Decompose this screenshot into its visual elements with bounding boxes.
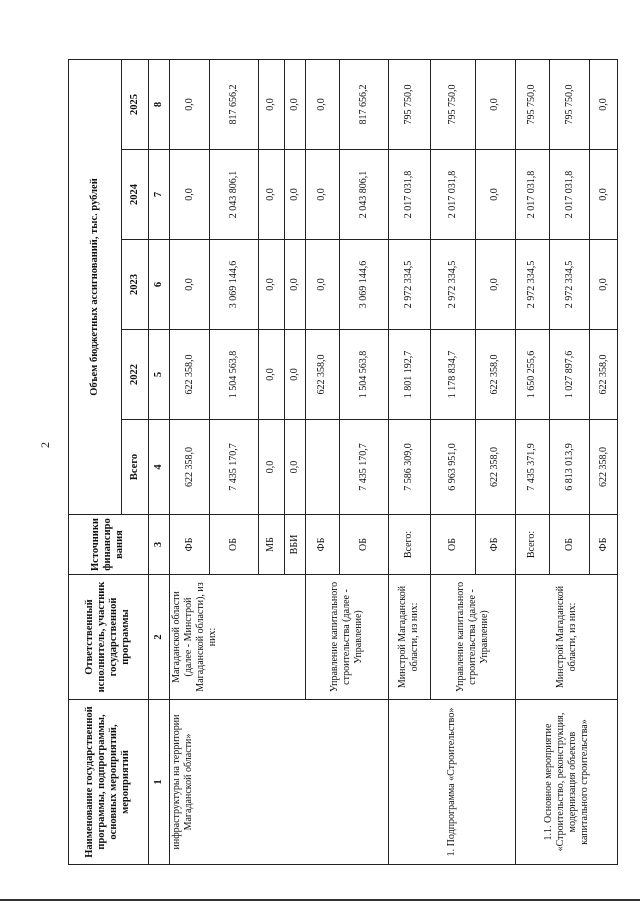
- header-year-2025: 2025: [122, 59, 149, 149]
- value-2024: 0,0: [169, 150, 209, 240]
- column-number-2: 2: [148, 575, 169, 700]
- value-2024: 0,0: [284, 150, 305, 240]
- executor-upravlenie: Управление капитального строительства (далее - Управление): [305, 575, 388, 700]
- program-name-infrastructure: инфраструктуры на территории Магаданской области»: [169, 700, 388, 865]
- value-2023: 0,0: [305, 240, 339, 330]
- header-budget-volume: Объем бюджетных ассигнований, тыс. рублей: [69, 59, 122, 514]
- value-2022: 1 650 255,6: [516, 330, 550, 420]
- value-2022: 1 027 897,6: [549, 330, 589, 420]
- value-2023: 0,0: [284, 240, 305, 330]
- value-2024: 2 017 031,8: [549, 150, 589, 240]
- value-2022: 1 801 192,7: [388, 330, 430, 420]
- value-2025: 0,0: [169, 59, 209, 149]
- value-2024: 0,0: [590, 150, 618, 240]
- value-2023: 3 069 144,6: [210, 240, 259, 330]
- value-2024: 2 043 806,1: [339, 150, 388, 240]
- value-2025: 817 656,2: [339, 59, 388, 149]
- value-2025: 795 750,0: [516, 59, 550, 149]
- value-2023: 2 972 334,5: [549, 240, 589, 330]
- value-2022: 1 504 563,8: [210, 330, 259, 420]
- funding-source: ОБ: [431, 515, 476, 575]
- value-2023: 2 972 334,5: [431, 240, 476, 330]
- value-total: 622 358,0: [590, 420, 618, 515]
- funding-source: ОБ: [210, 515, 259, 575]
- value-2022: 1 504 563,8: [339, 330, 388, 420]
- value-2025: 0,0: [475, 59, 515, 149]
- value-2025: 0,0: [590, 59, 618, 149]
- value-2022: 0,0: [284, 330, 305, 420]
- value-2025: 0,0: [305, 59, 339, 149]
- column-number-8: 8: [148, 59, 169, 149]
- value-2023: 0,0: [590, 240, 618, 330]
- header-year-2023: 2023: [122, 240, 149, 330]
- value-2025: 0,0: [259, 59, 284, 149]
- value-2022: 622 358,0: [169, 330, 209, 420]
- funding-source: ОБ: [339, 515, 388, 575]
- executor-minstroy: Магаданской области (далее - Минстрой Магаданской области), из них:: [169, 575, 305, 700]
- column-number-6: 6: [148, 240, 169, 330]
- value-total: 7 435 371,9: [516, 420, 550, 515]
- funding-source: ФБ: [169, 515, 209, 575]
- column-number-1: 1: [148, 700, 169, 865]
- executor-minstroy: Минстрой Магаданской области, из них:: [516, 575, 618, 700]
- value-2025: 795 750,0: [549, 59, 589, 149]
- funding-source: ВБИ: [284, 515, 305, 575]
- value-2023: 0,0: [259, 240, 284, 330]
- value-2024: 2 017 031,8: [516, 150, 550, 240]
- value-2023: 2 972 334,5: [516, 240, 550, 330]
- value-2025: 0,0: [284, 59, 305, 149]
- program-name-measure-1-1: 1.1. Основное мероприятие «Строительство, реконструкция, модернизация объектов капитального строительства»: [516, 700, 618, 865]
- funding-source: ФБ: [590, 515, 618, 575]
- value-2024: 0,0: [305, 150, 339, 240]
- value-total: 0,0: [284, 420, 305, 515]
- value-2025: 795 750,0: [431, 59, 476, 149]
- funding-source: Всего:: [388, 515, 430, 575]
- executor-minstroy: Минстрой Магаданской области, из них:: [388, 575, 430, 700]
- column-number-3: 3: [148, 515, 169, 575]
- column-number-5: 5: [148, 330, 169, 420]
- header-funding-source: Источники финансиро вания: [69, 515, 149, 575]
- column-number-7: 7: [148, 150, 169, 240]
- value-total: [305, 420, 339, 515]
- value-2023: 2 972 334,5: [388, 240, 430, 330]
- funding-source: Всего:: [516, 515, 550, 575]
- funding-source: ОБ: [549, 515, 589, 575]
- value-2022: 0,0: [259, 330, 284, 420]
- header-year-total: Всего: [122, 420, 149, 515]
- value-total: 6 963 951,0: [431, 420, 476, 515]
- value-total: 622 358,0: [169, 420, 209, 515]
- rotated-table-wrapper: [68, 60, 618, 865]
- value-2025: 817 656,2: [210, 59, 259, 149]
- value-total: 622 358,0: [475, 420, 515, 515]
- value-total: 7 435 170,7: [210, 420, 259, 515]
- value-2024: 2 043 806,1: [210, 150, 259, 240]
- value-2024: 2 017 031,8: [388, 150, 430, 240]
- header-year-2024: 2024: [122, 150, 149, 240]
- value-2022: 1 178 834,7: [431, 330, 476, 420]
- header-year-2022: 2022: [122, 330, 149, 420]
- scan-bottom-edge: [0, 899, 640, 901]
- value-total: 7 435 170,7: [339, 420, 388, 515]
- funding-source: МБ: [259, 515, 284, 575]
- header-executor: Ответственный исполнитель, участник государственной программы: [69, 575, 149, 700]
- value-2023: 3 069 144,6: [339, 240, 388, 330]
- funding-source: ФБ: [305, 515, 339, 575]
- header-program-name: Наименование государственной программы, подпрограммы, основных мероприятий, мероприятий: [69, 700, 149, 865]
- page-number: 2: [38, 442, 52, 448]
- value-2024: 2 017 031,8: [431, 150, 476, 240]
- column-number-4: 4: [148, 420, 169, 515]
- program-name-subprogram-1: 1. Подпрограмма «Строительство»: [388, 700, 515, 865]
- value-2022: 622 358,0: [590, 330, 618, 420]
- funding-source: ФБ: [475, 515, 515, 575]
- value-total: 6 813 013,9: [549, 420, 589, 515]
- value-2022: 622 358,0: [305, 330, 339, 420]
- budget-table: [68, 59, 618, 865]
- value-total: 7 586 309,0: [388, 420, 430, 515]
- value-2023: 0,0: [475, 240, 515, 330]
- value-2022: 622 358,0: [475, 330, 515, 420]
- value-2023: 0,0: [169, 240, 209, 330]
- value-2025: 795 750,0: [388, 59, 430, 149]
- value-2024: 0,0: [259, 150, 284, 240]
- value-2024: 0,0: [475, 150, 515, 240]
- executor-upravlenie: Управление капитального строительства (далее - Управление): [431, 575, 516, 700]
- value-total: 0,0: [259, 420, 284, 515]
